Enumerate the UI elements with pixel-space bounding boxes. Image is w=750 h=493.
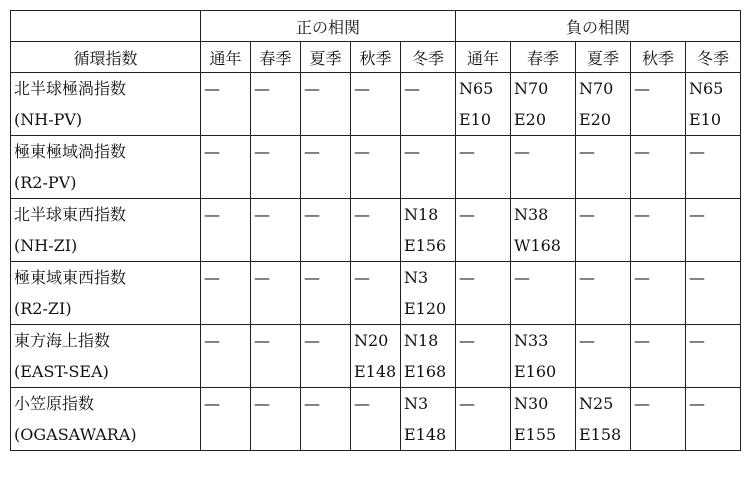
value-cell — [301, 262, 351, 325]
value-line-1: N38 — [514, 205, 549, 224]
value-line-1: — — [354, 268, 370, 287]
value-line-2 — [634, 167, 682, 198]
neg-season-winter: 冬季 — [686, 42, 741, 73]
value-cell — [511, 262, 576, 325]
index-name-cell — [11, 73, 201, 136]
value-line-1: — — [404, 79, 420, 98]
value-cell — [456, 199, 511, 262]
value-line-1: — — [689, 394, 705, 413]
value-cell — [686, 388, 741, 451]
value-cell — [301, 388, 351, 451]
value-line-1: — — [254, 394, 270, 413]
value-cell — [401, 199, 456, 262]
value-line-2 — [689, 356, 737, 387]
value-line-1: — — [514, 142, 530, 161]
value-cell — [301, 73, 351, 136]
index-name-cell — [11, 325, 201, 388]
value-line-2 — [634, 356, 682, 387]
value-cell — [686, 136, 741, 199]
value-line-2: E158 — [579, 425, 622, 444]
value-line-1: — — [459, 205, 475, 224]
value-cell — [401, 136, 456, 199]
value-line-1: — — [204, 268, 220, 287]
value-line-2 — [204, 419, 247, 450]
value-line-2 — [254, 230, 297, 261]
index-abbreviation: (NH-ZI) — [14, 236, 78, 255]
pos-season-summer: 夏季 — [301, 42, 351, 73]
value-line-1: N65 — [459, 79, 494, 98]
index-abbreviation: (NH-PV) — [14, 110, 83, 129]
value-cell — [631, 136, 686, 199]
value-cell — [631, 199, 686, 262]
value-line-2: E156 — [404, 236, 447, 255]
value-line-2 — [459, 167, 507, 198]
value-line-1: — — [579, 205, 595, 224]
index-abbreviation: (R2-ZI) — [14, 299, 72, 318]
value-line-1: — — [459, 142, 475, 161]
value-line-2: E155 — [514, 425, 557, 444]
value-line-1: — — [404, 142, 420, 161]
index-name: 東方海上指数 — [14, 331, 111, 350]
value-cell — [401, 388, 456, 451]
value-line-1: — — [689, 142, 705, 161]
value-line-2 — [254, 419, 297, 450]
value-cell — [251, 136, 301, 199]
value-cell — [686, 199, 741, 262]
value-line-1: — — [304, 268, 320, 287]
value-line-1: — — [254, 331, 270, 350]
value-cell — [301, 199, 351, 262]
value-cell — [201, 136, 251, 199]
correlation-table — [10, 10, 741, 451]
value-cell — [201, 388, 251, 451]
value-cell — [631, 73, 686, 136]
value-cell — [351, 388, 401, 451]
value-line-2 — [204, 104, 247, 135]
value-line-1: — — [254, 268, 270, 287]
value-line-1: — — [304, 142, 320, 161]
value-cell — [351, 262, 401, 325]
value-line-2: E168 — [404, 362, 447, 381]
value-cell — [456, 325, 511, 388]
value-cell — [576, 136, 631, 199]
value-line-1: — — [254, 142, 270, 161]
value-line-1: N3 — [404, 268, 429, 287]
value-cell — [251, 325, 301, 388]
value-line-2 — [579, 230, 627, 261]
value-cell — [401, 325, 456, 388]
value-line-2 — [354, 230, 397, 261]
pos-season-annual: 通年 — [201, 42, 251, 73]
value-line-2: E148 — [354, 362, 397, 381]
value-cell — [301, 325, 351, 388]
value-cell — [401, 262, 456, 325]
value-line-1: — — [204, 79, 220, 98]
value-line-1: N65 — [689, 79, 724, 98]
value-cell — [456, 388, 511, 451]
neg-season-spring: 春季 — [511, 42, 576, 73]
value-line-2 — [579, 356, 627, 387]
value-cell — [201, 325, 251, 388]
value-line-2 — [459, 356, 507, 387]
value-cell — [576, 388, 631, 451]
value-cell — [511, 199, 576, 262]
value-cell — [511, 325, 576, 388]
value-line-2 — [254, 167, 297, 198]
value-line-1: — — [514, 268, 530, 287]
positive-group-header: 正の相関 — [201, 11, 456, 42]
value-line-2 — [354, 419, 397, 450]
value-line-2 — [634, 293, 682, 324]
value-line-1: — — [304, 205, 320, 224]
index-name-cell — [11, 199, 201, 262]
value-line-1: — — [304, 394, 320, 413]
value-line-2 — [459, 230, 507, 261]
table-row — [11, 262, 741, 325]
value-cell — [576, 73, 631, 136]
value-line-2 — [514, 293, 572, 324]
value-line-1: — — [634, 79, 650, 98]
table-row — [11, 136, 741, 199]
value-cell — [251, 73, 301, 136]
index-name-cell — [11, 388, 201, 451]
value-line-2: E20 — [514, 110, 547, 129]
value-line-1: N30 — [514, 394, 549, 413]
value-line-2 — [689, 167, 737, 198]
value-cell — [631, 325, 686, 388]
value-cell — [251, 262, 301, 325]
negative-group-header: 負の相関 — [456, 11, 741, 42]
value-line-1: — — [689, 331, 705, 350]
value-line-2 — [204, 293, 247, 324]
value-line-2 — [304, 167, 347, 198]
pos-season-spring: 春季 — [251, 42, 301, 73]
value-cell — [576, 325, 631, 388]
value-line-2 — [459, 419, 507, 450]
value-line-2 — [634, 230, 682, 261]
value-cell — [686, 262, 741, 325]
value-line-1: — — [254, 79, 270, 98]
value-line-1: — — [204, 205, 220, 224]
value-line-2 — [354, 104, 397, 135]
value-line-1: — — [579, 142, 595, 161]
index-abbreviation: (R2-PV) — [14, 173, 77, 192]
value-cell — [511, 136, 576, 199]
season-header-row — [11, 42, 741, 73]
index-name: 極東極域渦指数 — [14, 142, 127, 161]
value-line-2 — [304, 104, 347, 135]
value-line-1: — — [304, 331, 320, 350]
value-line-1: N18 — [404, 205, 439, 224]
value-cell — [251, 388, 301, 451]
value-line-1: — — [354, 79, 370, 98]
value-cell — [456, 262, 511, 325]
value-line-1: — — [579, 268, 595, 287]
value-line-1: N20 — [354, 331, 389, 350]
value-line-2 — [459, 293, 507, 324]
value-line-1: — — [459, 331, 475, 350]
value-line-2: E160 — [514, 362, 557, 381]
value-cell — [511, 73, 576, 136]
value-line-2 — [204, 167, 247, 198]
value-cell — [251, 199, 301, 262]
value-line-2 — [514, 167, 572, 198]
value-line-1: — — [204, 394, 220, 413]
value-cell — [351, 199, 401, 262]
value-cell — [201, 262, 251, 325]
value-line-1: N70 — [514, 79, 549, 98]
index-name: 北半球東西指数 — [14, 205, 127, 224]
value-line-1: N33 — [514, 331, 549, 350]
value-line-1: — — [634, 142, 650, 161]
value-line-1: — — [204, 331, 220, 350]
value-line-1: N3 — [404, 394, 429, 413]
value-line-2 — [689, 293, 737, 324]
value-cell — [301, 136, 351, 199]
value-line-1: N25 — [579, 394, 614, 413]
value-line-2 — [689, 419, 737, 450]
value-line-2: E10 — [689, 110, 722, 129]
value-cell — [201, 73, 251, 136]
pos-season-autumn: 秋季 — [351, 42, 401, 73]
value-cell — [401, 73, 456, 136]
value-line-1: N18 — [404, 331, 439, 350]
neg-season-annual: 通年 — [456, 42, 511, 73]
value-line-1: — — [459, 268, 475, 287]
value-line-2 — [254, 356, 297, 387]
value-line-1: — — [689, 268, 705, 287]
value-line-1: — — [634, 331, 650, 350]
corner-cell — [11, 11, 201, 42]
value-line-1: — — [579, 331, 595, 350]
index-name-cell — [11, 262, 201, 325]
table-row — [11, 388, 741, 451]
value-cell — [576, 262, 631, 325]
value-line-2 — [354, 167, 397, 198]
value-line-2 — [304, 356, 347, 387]
value-line-1: — — [459, 394, 475, 413]
value-cell — [201, 199, 251, 262]
value-line-1: N70 — [579, 79, 614, 98]
value-line-2 — [204, 230, 247, 261]
value-line-2: E10 — [459, 110, 492, 129]
value-line-1: — — [304, 79, 320, 98]
value-cell — [631, 262, 686, 325]
value-line-1: — — [634, 205, 650, 224]
value-line-2 — [304, 230, 347, 261]
value-line-2 — [404, 104, 452, 135]
index-abbreviation: (OGASAWARA) — [14, 425, 137, 444]
value-line-1: — — [254, 205, 270, 224]
index-name: 小笠原指数 — [14, 394, 95, 413]
table-row — [11, 325, 741, 388]
index-name-cell — [11, 136, 201, 199]
neg-season-summer: 夏季 — [576, 42, 631, 73]
table-row — [11, 199, 741, 262]
correlation-table-container — [10, 10, 741, 451]
value-cell — [351, 325, 401, 388]
table-row — [11, 73, 741, 136]
value-cell — [631, 388, 686, 451]
value-cell — [686, 73, 741, 136]
value-line-2 — [634, 104, 682, 135]
index-abbreviation: (EAST-SEA) — [14, 362, 109, 381]
neg-season-autumn: 秋季 — [631, 42, 686, 73]
value-cell — [351, 73, 401, 136]
value-line-1: — — [634, 394, 650, 413]
value-line-1: — — [354, 205, 370, 224]
value-cell — [686, 325, 741, 388]
value-cell — [456, 136, 511, 199]
group-header-row — [11, 11, 741, 42]
value-line-2 — [204, 356, 247, 387]
value-line-2 — [254, 104, 297, 135]
value-line-2 — [579, 293, 627, 324]
value-line-2 — [354, 293, 397, 324]
value-cell — [576, 199, 631, 262]
value-line-1: — — [689, 205, 705, 224]
value-line-2: W168 — [514, 236, 561, 255]
value-line-1: — — [634, 268, 650, 287]
value-line-1: — — [204, 142, 220, 161]
value-line-1: — — [354, 394, 370, 413]
value-line-2: E120 — [404, 299, 447, 318]
value-line-2 — [689, 230, 737, 261]
pos-season-winter: 冬季 — [401, 42, 456, 73]
value-cell — [511, 388, 576, 451]
value-line-2 — [634, 419, 682, 450]
value-line-2 — [579, 167, 627, 198]
value-line-2 — [304, 419, 347, 450]
value-line-2 — [404, 167, 452, 198]
value-line-2 — [304, 293, 347, 324]
value-cell — [351, 136, 401, 199]
value-line-2: E148 — [404, 425, 447, 444]
value-line-2: E20 — [579, 110, 612, 129]
index-column-header: 循環指数 — [11, 42, 201, 73]
index-name: 極東域東西指数 — [14, 268, 127, 287]
index-name: 北半球極渦指数 — [14, 79, 127, 98]
value-line-2 — [254, 293, 297, 324]
value-cell — [456, 73, 511, 136]
value-line-1: — — [354, 142, 370, 161]
